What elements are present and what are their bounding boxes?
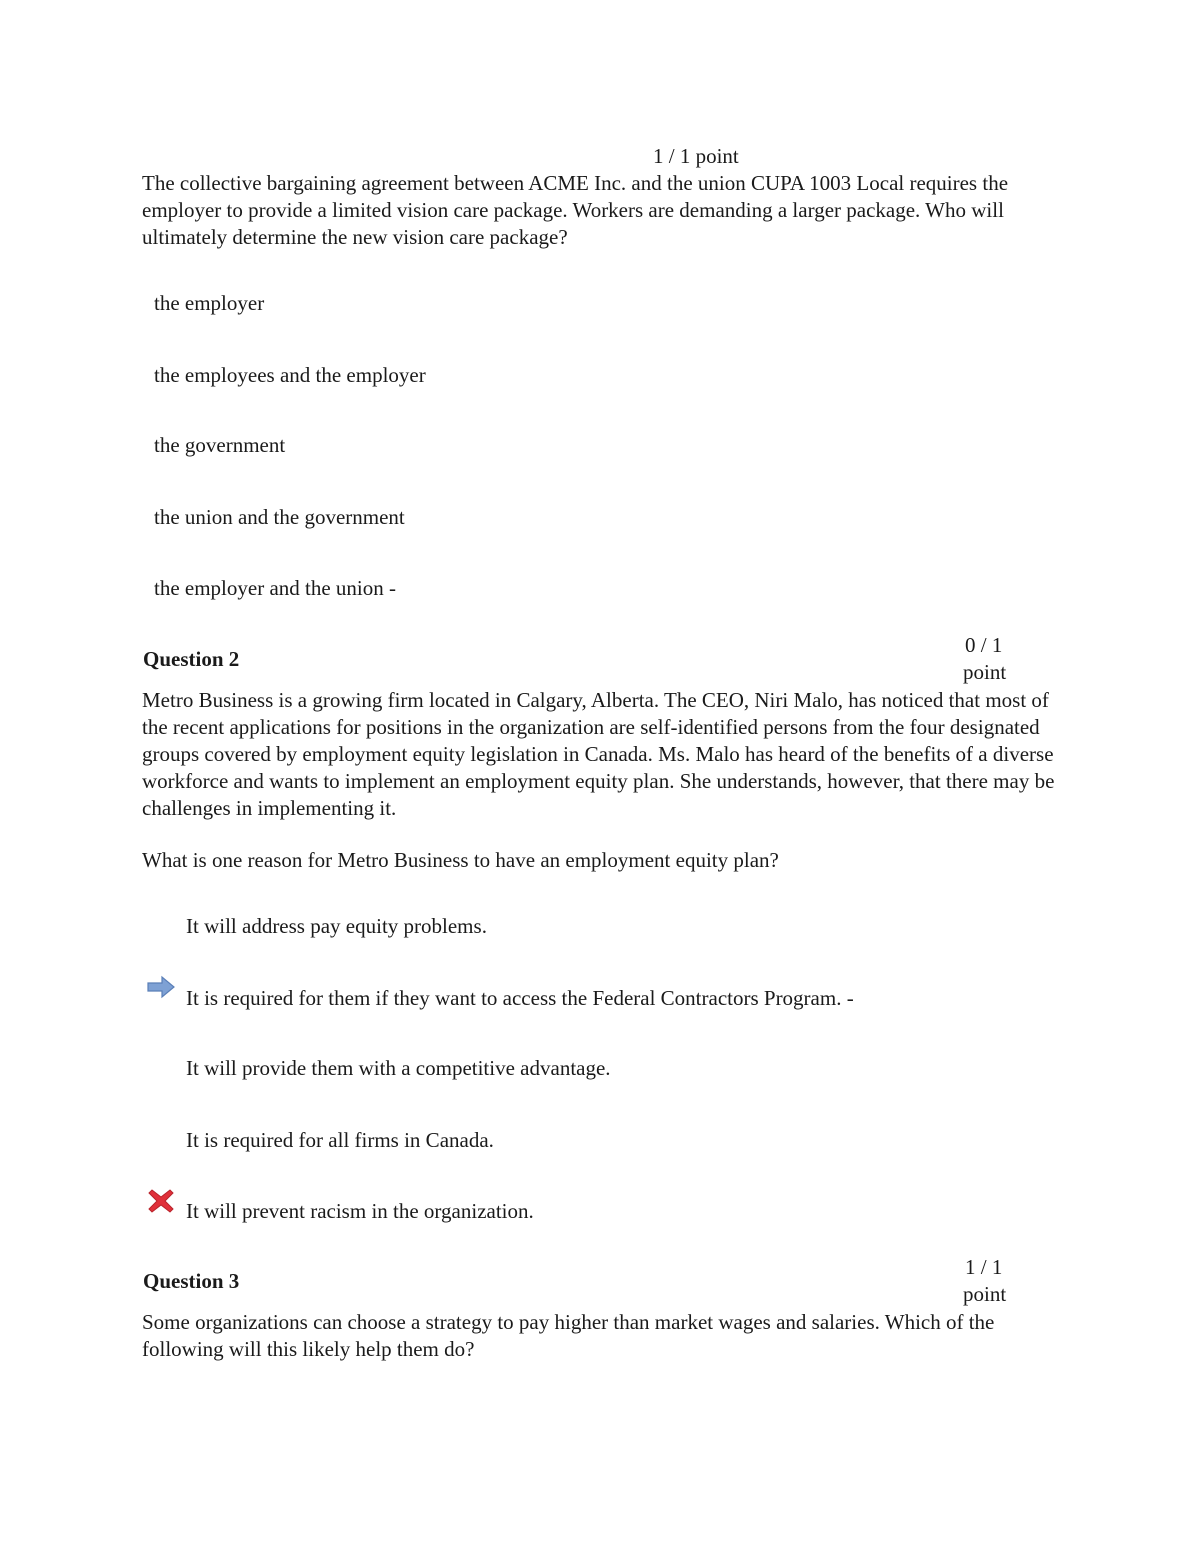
question1-option-3[interactable]: the government [154,433,286,457]
question3-text: Some organizations can choose a strategy to pay higher than market wages and salaries. Which of the following will this likely help them do? [142,1310,995,1361]
question1-option-2[interactable]: the employees and the employer [154,363,426,387]
question2-option-5[interactable]: It will prevent racism in the organization. [186,1199,534,1223]
question3-score [963,1254,1033,1308]
question3-heading: Question 3 [143,1269,240,1293]
question1-score: 1 / 1 point [653,144,739,168]
arrow-right-icon [146,972,176,1002]
question3-score-unit: point [963,1282,1007,1306]
question2-score [963,632,1033,686]
question1-option-4[interactable]: the union and the government [154,505,405,529]
question1-option-5[interactable]: the employer and the union - [154,576,397,600]
question2-heading: Question 2 [143,647,240,671]
question2-option-2[interactable]: It is required for them if they want to access the Federal Contractors Program. - [186,986,854,1010]
question1-text: The collective bargaining agreement between ACME Inc. and the union CUPA 1003 Local requires the employer to provide a limited vision care package. Workers are demanding a larger package. Who will ultimately determine the new vision care package? [142,171,1009,249]
question2-option-4[interactable]: It is required for all firms in Canada. [186,1128,494,1152]
question1-option-1[interactable]: the employer [154,291,265,315]
cross-icon [146,1186,176,1216]
question3-score-value: 1 / 1 [965,1255,1003,1279]
question2-option-3[interactable]: It will provide them with a competitive advantage. [186,1056,611,1080]
question2-text: Metro Business is a growing firm located in Calgary, Alberta. The CEO, Niri Malo, has noticed that most of the recent applications for positions in the organization are self-identified persons from the four designated groups covered by employment equity legislation in Canada. Ms. Malo has heard of the benefits of a diverse workforce and wants to implement an employment equity plan. She understands, however, that there may be challenges in implementing it. [142,688,1055,820]
question2-option-1[interactable]: It will address pay equity problems. [186,914,487,938]
question2-prompt: What is one reason for Metro Business to have an employment equity plan? [142,848,779,872]
question2-score-unit: point [963,660,1007,684]
question2-score-value: 0 / 1 [965,633,1003,657]
